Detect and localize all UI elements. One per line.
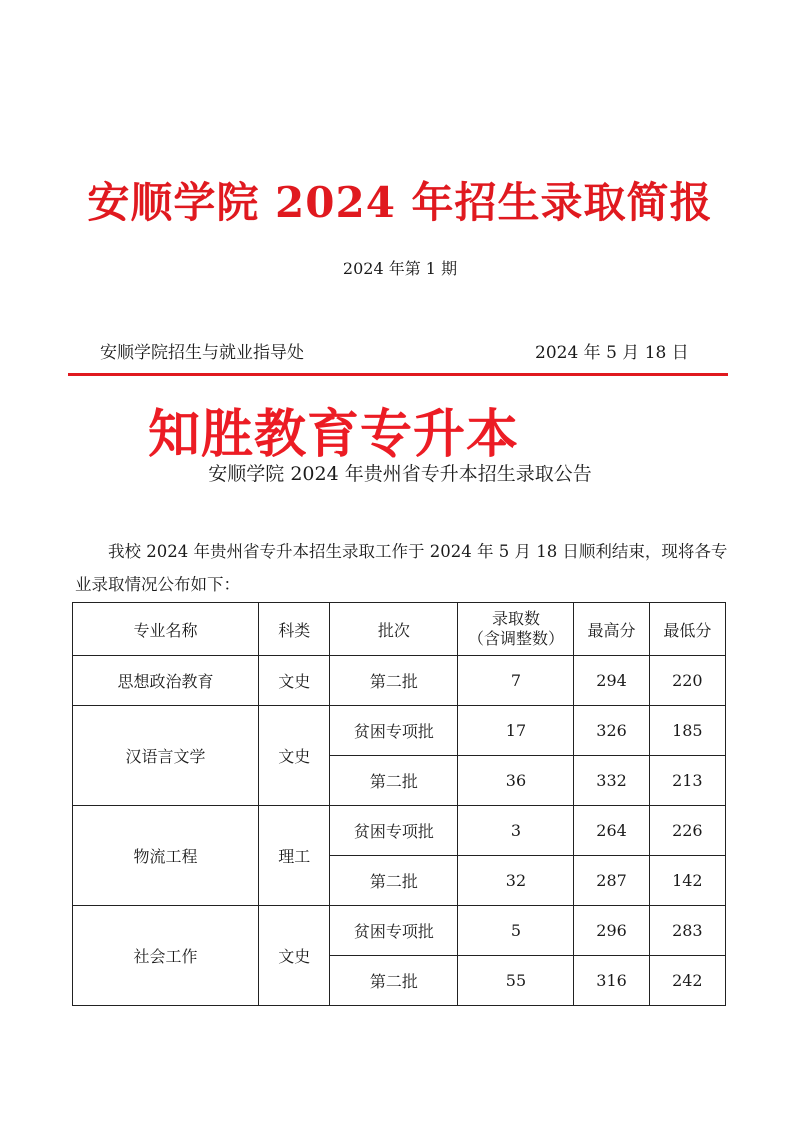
admission-table: [72, 602, 726, 1006]
cell-batch: 第二批: [330, 956, 458, 1006]
cell-batch: 贫困专项批: [330, 906, 458, 956]
cell-admitted-count: 55: [458, 956, 574, 1006]
issue-number: 2024 年第 1 期: [342, 259, 458, 278]
cell-admitted-count: 17: [458, 706, 574, 756]
cell-major-name: 物流工程: [73, 806, 259, 906]
cell-admitted-count: 32: [458, 856, 574, 906]
table-header-row: [73, 603, 726, 656]
cell-max-score: 287: [574, 856, 649, 906]
cell-min-score: 142: [649, 856, 725, 906]
header-admitted-line2: （含调整数）: [467, 629, 564, 648]
cell-max-score: 326: [574, 706, 649, 756]
cell-category: 理工: [259, 806, 330, 906]
cell-category: 文史: [259, 906, 330, 1006]
cell-max-score: 296: [574, 906, 649, 956]
cell-batch: 贫困专项批: [330, 706, 458, 756]
cell-max-score: 316: [574, 956, 649, 1006]
header-admitted-line1: 录取数: [491, 609, 540, 628]
cell-min-score: 213: [649, 756, 725, 806]
header-batch: 批次: [330, 603, 458, 656]
cell-batch: 第二批: [330, 656, 458, 706]
publish-date: 2024 年 5 月 18 日: [535, 343, 689, 363]
header-admitted: [458, 603, 574, 656]
cell-min-score: 242: [649, 956, 725, 1006]
cell-category: 文史: [259, 706, 330, 806]
table-row: [73, 806, 726, 856]
cell-admitted-count: 3: [458, 806, 574, 856]
cell-category: 文史: [259, 656, 330, 706]
cell-max-score: 294: [574, 656, 649, 706]
header-min-score: 最低分: [649, 603, 725, 656]
cell-min-score: 226: [649, 806, 725, 856]
header-category: 科类: [259, 603, 330, 656]
cell-admitted-count: 36: [458, 756, 574, 806]
cell-max-score: 332: [574, 756, 649, 806]
cell-batch: 第二批: [330, 856, 458, 906]
notice-paragraph: 我校 2024 年贵州省专升本招生录取工作于 2024 年 5 月 18 日顺利结束，现将各专业录取情况公布如下：: [75, 542, 728, 594]
cell-min-score: 283: [649, 906, 725, 956]
table-row: [73, 656, 726, 706]
cell-admitted-count: 5: [458, 906, 574, 956]
cell-major-name: 汉语言文学: [73, 706, 259, 806]
notice-title: 安顺学院 2024 年贵州省专升本招生录取公告: [208, 463, 592, 485]
header-major: 专业名称: [73, 603, 259, 656]
table-row: [73, 906, 726, 956]
cell-major-name: 思想政治教育: [73, 656, 259, 706]
red-divider: [68, 373, 728, 376]
cell-admitted-count: 7: [458, 656, 574, 706]
watermark-overlay: 知胜教育专升本: [148, 405, 520, 465]
cell-max-score: 264: [574, 806, 649, 856]
cell-min-score: 220: [649, 656, 725, 706]
bulletin-title: 安顺学院 2024 年招生录取简报: [87, 178, 713, 227]
cell-major-name: 社会工作: [73, 906, 259, 1006]
cell-min-score: 185: [649, 706, 725, 756]
cell-batch: 第二批: [330, 756, 458, 806]
header-max-score: 最高分: [574, 603, 649, 656]
table-body: [73, 656, 726, 1006]
table-row: [73, 706, 726, 756]
cell-batch: 贫困专项批: [330, 806, 458, 856]
issuing-office: 安顺学院招生与就业指导处: [100, 343, 304, 363]
